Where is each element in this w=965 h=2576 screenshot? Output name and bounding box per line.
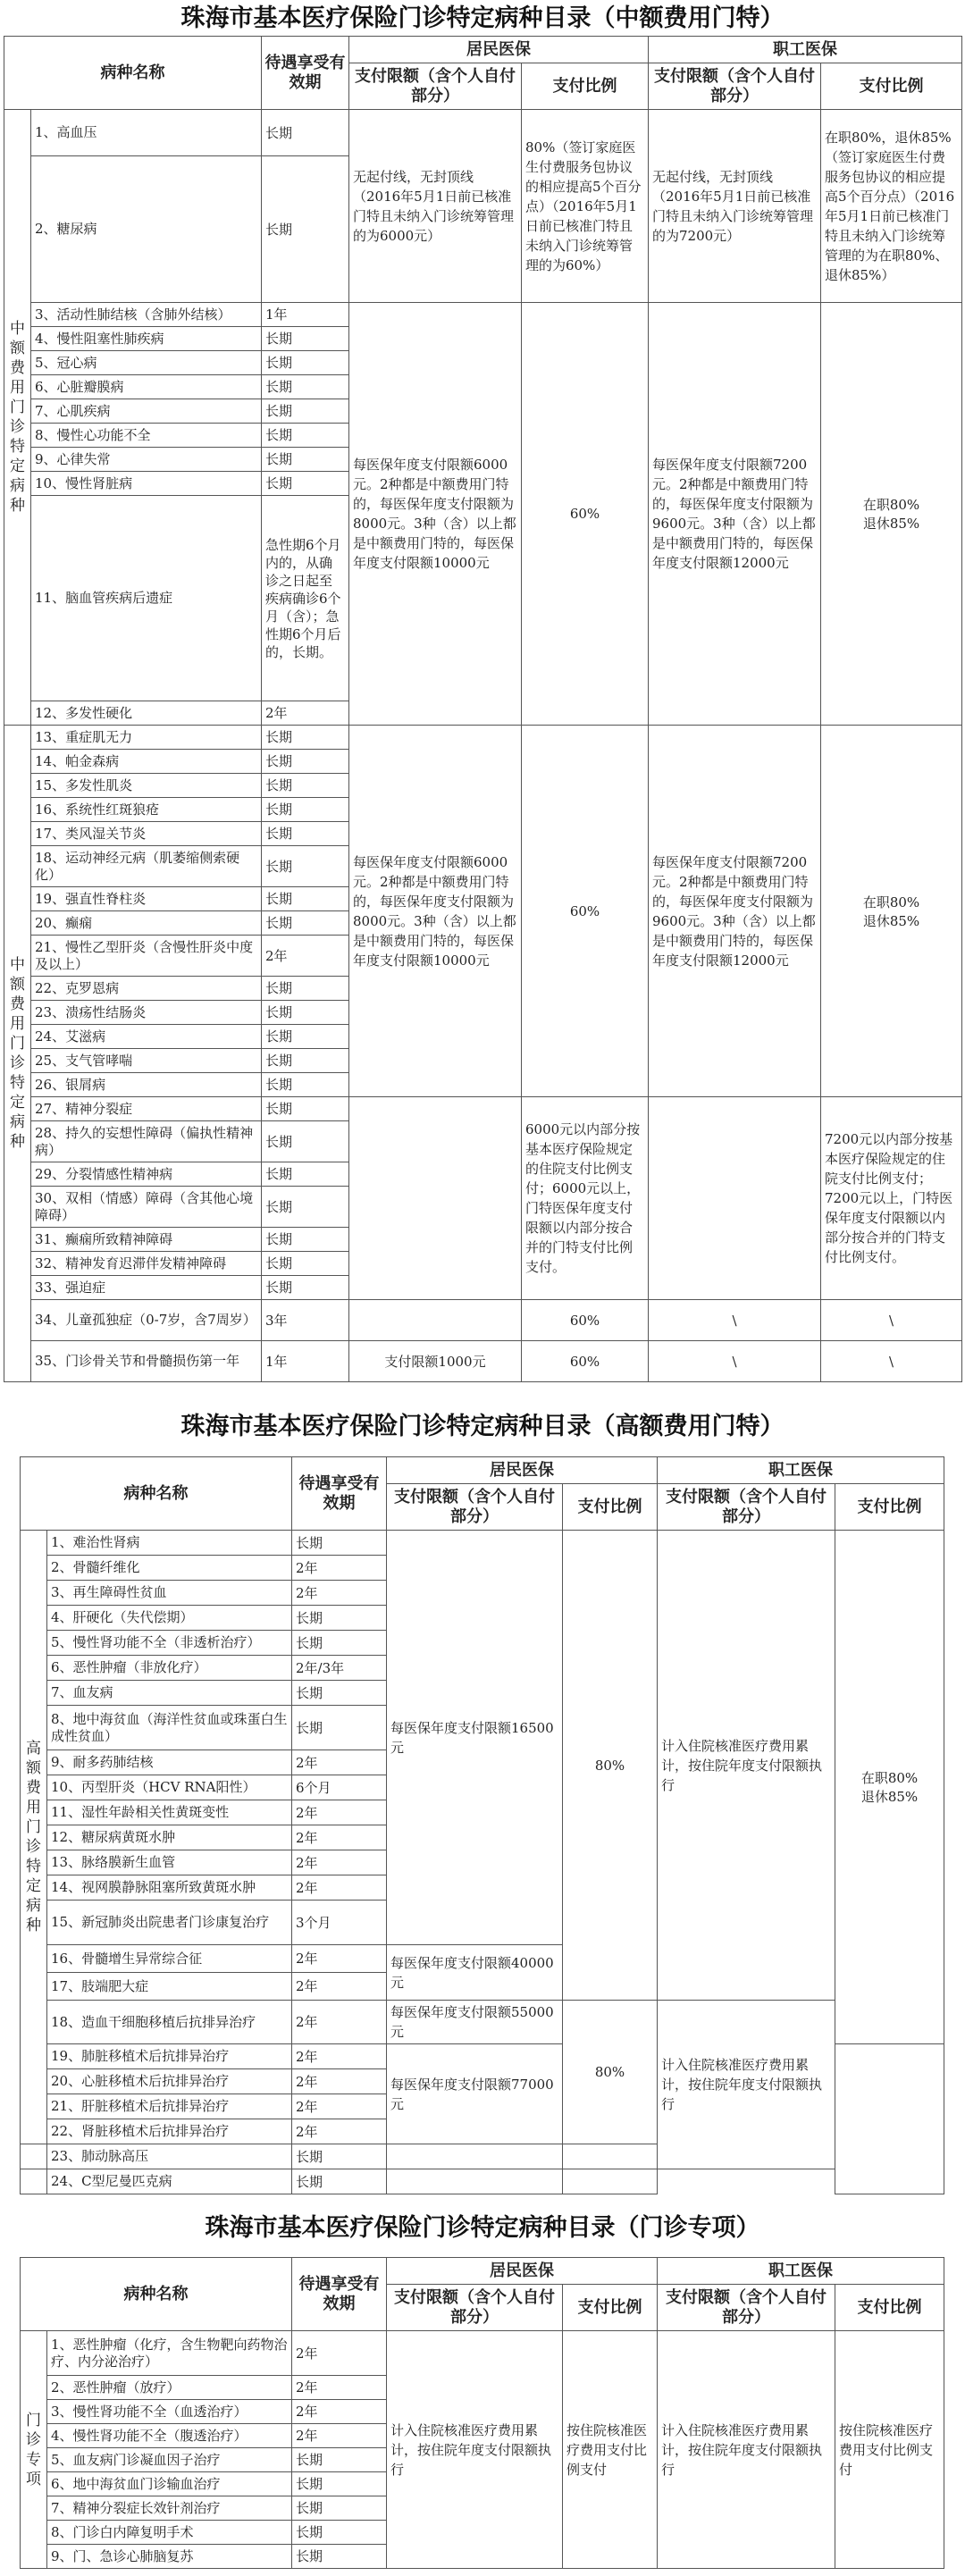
- table-row: 29、分裂情感性精神病: [31, 1162, 262, 1187]
- table-row: 6、恶性肿瘤（非放化疗）: [47, 1656, 292, 1681]
- period-cell: 长期: [262, 448, 349, 472]
- res-limit-cell: 计入住院核准医疗费用累计，按住院年度支付限额执行: [387, 2331, 563, 2569]
- period-cell: 长期: [262, 750, 349, 774]
- table-row: 4、慢性肾功能不全（腹透治疗）: [47, 2424, 292, 2448]
- table-row: 35、门诊骨关节和骨髓损伤第一年: [31, 1341, 262, 1382]
- table-row: 11、脑血管疾病后遗症: [31, 496, 262, 701]
- col-resident-ratio: 支付比例: [522, 63, 649, 110]
- col-disease-name: 病种名称: [21, 1457, 292, 1531]
- emp-limit-cell-empty: [649, 1097, 821, 1300]
- col-resident-limit: 支付限额（含个人自付部分）: [387, 1484, 563, 1531]
- table-row: 3、再生障碍性贫血: [47, 1581, 292, 1606]
- period-cell: 2年: [292, 1973, 387, 2001]
- period-cell: 长期: [292, 2472, 387, 2496]
- period-cell: 2年: [292, 2001, 387, 2044]
- period-cell: 2年: [292, 1750, 387, 1775]
- table3-title: 珠海市基本医疗保险门诊特定病种目录（门诊专项）: [205, 2214, 760, 2242]
- res-ratio-cell: 60%: [522, 726, 649, 1097]
- col-resident: 居民医保: [349, 37, 649, 63]
- emp-ratio-cell: 在职80% 退休85%: [821, 303, 962, 726]
- emp-ratio-cell-empty: [835, 2044, 944, 2194]
- period-cell: 长期: [292, 1531, 387, 1556]
- table-row: 25、支气管哮喘: [31, 1049, 262, 1073]
- period-cell: 1年: [262, 303, 349, 327]
- emp-ratio-cell: \: [821, 1300, 962, 1341]
- period-cell: 3年: [262, 1300, 349, 1341]
- table-row: 27、精神分裂症: [31, 1097, 262, 1121]
- emp-ratio-cell: 在职80% 退休85%: [821, 726, 962, 1097]
- col-resident-limit: 支付限额（含个人自付部分）: [349, 63, 522, 110]
- period-cell: 长期: [262, 1162, 349, 1187]
- table-row: 9、心律失常: [31, 448, 262, 472]
- res-limit-cell: 每医保年度支付限额16500元: [387, 1531, 563, 1945]
- table-row: 21、肝脏移植术后抗排异治疗: [47, 2094, 292, 2119]
- period-cell: 长期: [292, 1706, 387, 1750]
- emp-limit-cell: 计入住院核准医疗费用累计，按住院年度支付限额执行: [658, 2331, 835, 2569]
- res-ratio-cell-empty: [563, 2144, 658, 2169]
- table-row: 9、耐多药肺结核: [47, 1750, 292, 1775]
- res-limit-cell: 每医保年度支付限额6000元。2种都是中额费用门特的，每医保年度支付限额为8000元。3种（含）以上都是中额费用门特的，每医保年度支付限额10000元: [349, 303, 522, 726]
- table-row: 16、系统性红斑狼疮: [31, 798, 262, 822]
- period-cell: 2年: [292, 2400, 387, 2424]
- period-cell: 长期: [262, 1252, 349, 1276]
- col-employee: 职工医保: [649, 37, 962, 63]
- period-cell: 长期: [262, 1025, 349, 1049]
- emp-ratio-cell: 在职80%，退休85%（签订家庭医生付费服务包协议的相应提高5个百分点）（2016年5月1日前已核准门特且未纳入门诊统筹管理的为在职80%、退休85%）: [821, 110, 962, 303]
- table1-mid-cost: [4, 36, 962, 1382]
- res-ratio-cell: 按住院核准医疗费用支付比例支付: [563, 2331, 658, 2569]
- category-cell-empty: [21, 2144, 47, 2169]
- table-row: 8、门诊白内障复明手术: [47, 2521, 292, 2545]
- category-cell: 门诊专项: [21, 2331, 47, 2569]
- category-cell-empty: [21, 2169, 47, 2194]
- col-employee: 职工医保: [658, 1457, 944, 1484]
- res-limit-cell: 无起付线，无封顶线（2016年5月1日前已核准门特且未纳入门诊统筹管理的为6000元）: [349, 110, 522, 303]
- emp-limit-cell: 计入住院核准医疗费用累计，按住院年度支付限额执行: [658, 1531, 835, 2001]
- emp-ratio-cell: 在职80% 退休85%: [835, 1531, 944, 2044]
- period-cell: 2年: [292, 2119, 387, 2144]
- col-employee: 职工医保: [658, 2258, 944, 2285]
- table3-outpatient-special: [20, 2257, 944, 2569]
- period-cell: 长期: [292, 2545, 387, 2569]
- table-row: 15、新冠肺炎出院患者门诊康复治疗: [47, 1901, 292, 1945]
- res-ratio-cell: 60%: [522, 1300, 649, 1341]
- period-cell: 2年: [292, 1945, 387, 1973]
- table-row: 16、骨髓增生异常综合征: [47, 1945, 292, 1973]
- period-cell: 长期: [262, 375, 349, 399]
- table-row: 18、造血干细胞移植后抗排异治疗: [47, 2001, 292, 2044]
- period-cell: 长期: [262, 726, 349, 750]
- period-cell: 长期: [262, 1073, 349, 1097]
- table-row: 17、类风湿关节炎: [31, 822, 262, 846]
- res-ratio-cell-empty: [563, 2169, 658, 2194]
- table-row: 13、脉络膜新生血管: [47, 1850, 292, 1875]
- col-resident: 居民医保: [387, 1457, 658, 1484]
- period-cell: 长期: [262, 1001, 349, 1025]
- period-cell: 2年: [262, 936, 349, 977]
- table1-title: 珠海市基本医疗保险门诊特定病种目录（中额费用门特）: [180, 4, 785, 32]
- period-cell: 2年: [292, 2331, 387, 2376]
- period-cell: 长期: [262, 1049, 349, 1073]
- table-row: 5、慢性肾功能不全（非透析治疗）: [47, 1631, 292, 1656]
- res-limit-cell: 每医保年度支付限额55000元: [387, 2001, 563, 2044]
- table-row: 30、双相（情感）障碍（含其他心境障碍）: [31, 1187, 262, 1228]
- period-cell: 2年: [292, 1850, 387, 1875]
- table2-high-cost: [20, 1456, 944, 2194]
- res-limit-cell-empty: [387, 2169, 563, 2194]
- period-cell: 长期: [262, 977, 349, 1001]
- period-cell: 长期: [292, 1681, 387, 1706]
- period-cell: 长期: [262, 351, 349, 375]
- col-employee-limit: 支付限额（含个人自付部分）: [649, 63, 821, 110]
- table-row: 12、糖尿病黄斑水肿: [47, 1825, 292, 1850]
- period-cell: 长期: [262, 1121, 349, 1162]
- table-row: 9、门、急诊心肺脑复苏: [47, 2545, 292, 2569]
- table-row: 18、运动神经元病（肌萎缩侧索硬化）: [31, 846, 262, 887]
- table-row: 23、溃疡性结肠炎: [31, 1001, 262, 1025]
- table-row: 2、恶性肿瘤（放疗）: [47, 2376, 292, 2400]
- period-cell: 长期: [262, 156, 349, 303]
- col-disease-name: 病种名称: [4, 37, 262, 110]
- col-employee-limit: 支付限额（含个人自付部分）: [658, 2285, 835, 2331]
- col-employee-ratio: 支付比例: [835, 2285, 944, 2331]
- period-cell: 2年: [292, 2069, 387, 2094]
- period-cell: 长期: [262, 110, 349, 156]
- table-row: 22、克罗恩病: [31, 977, 262, 1001]
- res-limit-cell-empty: [349, 1097, 522, 1300]
- table-row: 24、C型尼曼匹克病: [47, 2169, 292, 2194]
- emp-ratio-cell: 7200元以内部分按基本医疗保险规定的住院支付比例支付；7200元以上，门特医保年度支付限额以内部分按合并的门特支付比例支付。: [821, 1097, 962, 1300]
- table-row: 31、癫痫所致精神障碍: [31, 1228, 262, 1252]
- table-row: 1、高血压: [31, 110, 262, 156]
- table-row: 26、银屑病: [31, 1073, 262, 1097]
- table2-title: 珠海市基本医疗保险门诊特定病种目录（高额费用门特）: [180, 1413, 785, 1440]
- table-row: 6、心脏瓣膜病: [31, 375, 262, 399]
- table-row: 33、强迫症: [31, 1276, 262, 1300]
- table-row: 11、湿性年龄相关性黄斑变性: [47, 1800, 292, 1825]
- period-cell: 2年: [292, 1800, 387, 1825]
- emp-limit-cell: 每医保年度支付限额7200元。2种都是中额费用门特的，每医保年度支付限额为9600元。3种（含）以上都是中额费用门特的，每医保年度支付限额12000元: [649, 726, 821, 1097]
- emp-limit-cell: 每医保年度支付限额7200元。2种都是中额费用门特的，每医保年度支付限额为9600元。3种（含）以上都是中额费用门特的，每医保年度支付限额12000元: [649, 303, 821, 726]
- table-row: 2、糖尿病: [31, 156, 262, 303]
- period-cell: 2年/3年: [292, 1656, 387, 1681]
- category-cell-b: 中额费用门诊特定病种: [4, 726, 31, 1382]
- res-limit-cell-empty: [387, 2144, 563, 2169]
- period-cell: 长期: [292, 2169, 387, 2194]
- period-cell: 长期: [262, 327, 349, 351]
- col-resident-ratio: 支付比例: [563, 1484, 658, 1531]
- table-row: 24、艾滋病: [31, 1025, 262, 1049]
- table-row: 4、慢性阻塞性肺疾病: [31, 327, 262, 351]
- col-employee-ratio: 支付比例: [821, 63, 962, 110]
- period-cell: 2年: [292, 1581, 387, 1606]
- table-row: 21、慢性乙型肝炎（含慢性肝炎中度及以上）: [31, 936, 262, 977]
- period-cell: 长期: [262, 774, 349, 798]
- table-row: 1、难治性肾病: [47, 1531, 292, 1556]
- table-row: 3、活动性肺结核（含肺外结核）: [31, 303, 262, 327]
- table-row: 5、血友病门诊凝血因子治疗: [47, 2448, 292, 2472]
- res-ratio-cell: 80%（签订家庭医生付费服务包协议的相应提高5个百分点）（2016年5月1日前已核准门特且未纳入门诊统筹管理的为60%）: [522, 110, 649, 303]
- res-limit-cell: 每医保年度支付限额40000元: [387, 1945, 563, 2001]
- table-row: 8、慢性心功能不全: [31, 424, 262, 448]
- period-cell: 长期: [262, 846, 349, 887]
- col-resident: 居民医保: [387, 2258, 658, 2285]
- period-cell: 长期: [262, 798, 349, 822]
- table-row: 34、儿童孤独症（0-7岁，含7周岁）: [31, 1300, 262, 1341]
- res-ratio-cell: 60%: [522, 303, 649, 726]
- table-row: 22、肾脏移植术后抗排异治疗: [47, 2119, 292, 2144]
- res-ratio-cell: 80%: [563, 2001, 658, 2144]
- table-row: 14、视网膜静脉阻塞所致黄斑水肿: [47, 1875, 292, 1901]
- period-cell: 2年: [292, 1825, 387, 1850]
- table-row: 7、血友病: [47, 1681, 292, 1706]
- period-cell: 长期: [292, 2496, 387, 2521]
- period-cell: 长期: [262, 1276, 349, 1300]
- table-row: 23、肺动脉高压: [47, 2144, 292, 2169]
- period-cell: 2年: [292, 2424, 387, 2448]
- emp-limit-cell: \: [649, 1341, 821, 1382]
- table-row: 7、精神分裂症长效针剂治疗: [47, 2496, 292, 2521]
- table-row: 12、多发性硬化: [31, 701, 262, 726]
- col-validity: 待遇享受有效期: [292, 1457, 387, 1531]
- table-row: 8、地中海贫血（海洋性贫血或珠蛋白生成性贫血）: [47, 1706, 292, 1750]
- period-cell: 2年: [292, 2094, 387, 2119]
- res-limit-cell: 每医保年度支付限额77000元: [387, 2044, 563, 2144]
- period-cell: 1年: [262, 1341, 349, 1382]
- table-row: 13、重症肌无力: [31, 726, 262, 750]
- col-validity: 待遇享受有效期: [262, 37, 349, 110]
- res-limit-cell: 支付限额1000元: [349, 1341, 522, 1382]
- col-validity: 待遇享受有效期: [292, 2258, 387, 2331]
- table-row: 7、心肌疾病: [31, 399, 262, 424]
- emp-ratio-cell: \: [821, 1341, 962, 1382]
- period-cell: 急性期6个月内的，从确诊之日起至疾病确诊6个月（含）；急性期6个月后的，长期。: [262, 496, 349, 701]
- table-row: 2、骨髓纤维化: [47, 1556, 292, 1581]
- period-cell: 6个月: [292, 1775, 387, 1800]
- category-cell: 高额费用门诊特定病种: [21, 1531, 47, 2144]
- table-row: 14、帕金森病: [31, 750, 262, 774]
- period-cell: 长期: [292, 1606, 387, 1631]
- col-resident-limit: 支付限额（含个人自付部分）: [387, 2285, 563, 2331]
- period-cell: 长期: [292, 2144, 387, 2169]
- table-row: 1、恶性肿瘤（化疗，含生物靶向药物治疗、内分泌治疗）: [47, 2331, 292, 2376]
- period-cell: 长期: [292, 1631, 387, 1656]
- table-row: 20、心脏移植术后抗排异治疗: [47, 2069, 292, 2094]
- period-cell: 长期: [262, 399, 349, 424]
- period-cell: 长期: [262, 472, 349, 496]
- table-row: 17、肢端肥大症: [47, 1973, 292, 2001]
- emp-limit-cell: \: [649, 1300, 821, 1341]
- table-row: 4、肝硬化（失代偿期）: [47, 1606, 292, 1631]
- period-cell: 长期: [262, 822, 349, 846]
- res-ratio-cell: 6000元以内部分按基本医疗保险规定的住院支付比例支付；6000元以上，门特医保年度支付限额以内部分按合并的门特支付比例支付。: [522, 1097, 649, 1300]
- period-cell: 长期: [262, 887, 349, 911]
- table-row: 6、地中海贫血门诊输血治疗: [47, 2472, 292, 2496]
- col-resident-ratio: 支付比例: [563, 2285, 658, 2331]
- table-row: 10、丙型肝炎（HCV RNA阳性）: [47, 1775, 292, 1800]
- table-row: 19、强直性脊柱炎: [31, 887, 262, 911]
- table-row: 28、持久的妄想性障碍（偏执性精神病）: [31, 1121, 262, 1162]
- period-cell: 2年: [292, 2044, 387, 2069]
- table-row: 5、冠心病: [31, 351, 262, 375]
- period-cell: 3个月: [292, 1901, 387, 1945]
- emp-limit-cell: 计入住院核准医疗费用累计，按住院年度支付限额执行: [658, 2001, 835, 2169]
- table-row: 19、肺脏移植术后抗排异治疗: [47, 2044, 292, 2069]
- period-cell: 长期: [262, 1228, 349, 1252]
- res-limit-cell-empty: [349, 1300, 522, 1341]
- table-row: 20、癫痫: [31, 911, 262, 936]
- period-cell: 长期: [262, 911, 349, 936]
- emp-limit-cell: 无起付线，无封顶线（2016年5月1日前已核准门特且未纳入门诊统筹管理的为7200元）: [649, 110, 821, 303]
- period-cell: 2年: [292, 1556, 387, 1581]
- period-cell: 长期: [292, 2448, 387, 2472]
- col-employee-ratio: 支付比例: [835, 1484, 944, 1531]
- table-row: 15、多发性肌炎: [31, 774, 262, 798]
- period-cell: 2年: [292, 2376, 387, 2400]
- period-cell: 2年: [262, 701, 349, 726]
- period-cell: 长期: [262, 424, 349, 448]
- period-cell: 2年: [292, 1875, 387, 1901]
- category-cell-a: 中额费用门诊特定病种: [4, 110, 31, 726]
- res-ratio-cell: 60%: [522, 1341, 649, 1382]
- col-disease-name: 病种名称: [21, 2258, 292, 2331]
- table-row: 10、慢性肾脏病: [31, 472, 262, 496]
- period-cell: 长期: [262, 1097, 349, 1121]
- table-row: 32、精神发育迟滞伴发精神障碍: [31, 1252, 262, 1276]
- table-row: 3、慢性肾功能不全（血透治疗）: [47, 2400, 292, 2424]
- res-limit-cell: 每医保年度支付限额6000元。2种都是中额费用门特的，每医保年度支付限额为8000元。3种（含）以上都是中额费用门特的，每医保年度支付限额10000元: [349, 726, 522, 1097]
- period-cell: 长期: [262, 1187, 349, 1228]
- res-ratio-cell: 80%: [563, 1531, 658, 2001]
- emp-ratio-cell: 按住院核准医疗费用支付比例支付: [835, 2331, 944, 2569]
- col-employee-limit: 支付限额（含个人自付部分）: [658, 1484, 835, 1531]
- period-cell: 长期: [292, 2521, 387, 2545]
